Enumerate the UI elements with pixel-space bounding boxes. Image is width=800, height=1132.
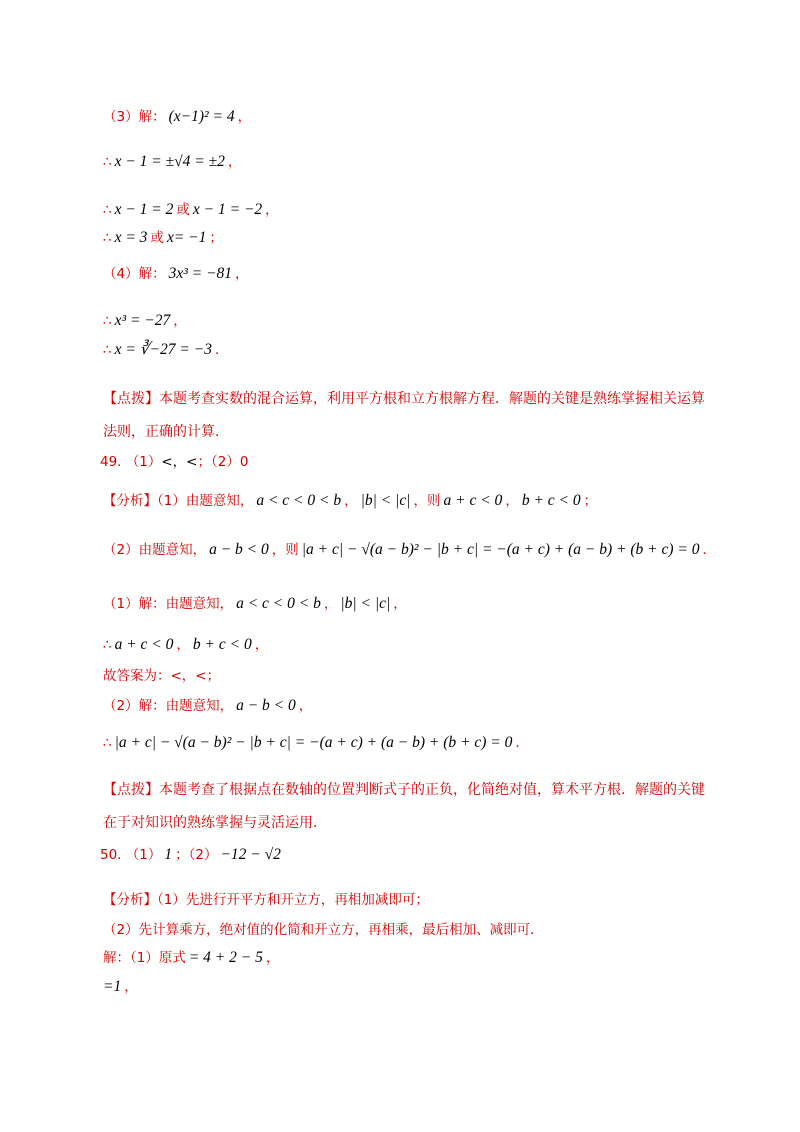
punct: ； — [209, 230, 223, 246]
solution-math: |b| < |c| — [340, 595, 391, 612]
punct: ， — [254, 637, 269, 653]
punct: ， — [393, 596, 407, 612]
solution-math: b + c < 0 — [192, 636, 252, 653]
or-word: 或 — [150, 230, 164, 246]
solution-49-s5 — [103, 733, 529, 753]
punct: ， — [265, 202, 279, 218]
solution-math: =1 — [103, 978, 122, 995]
analysis-text: ，则 — [413, 493, 441, 509]
therefore-symbol: ∴ — [103, 637, 112, 653]
punct: ， — [124, 979, 138, 995]
punct: ． — [702, 542, 716, 558]
punct: ； — [197, 454, 211, 470]
punct: ． — [515, 735, 529, 751]
solution-math: a < c < 0 < b — [236, 595, 321, 612]
punct: ， — [173, 313, 187, 329]
punct: ， — [176, 637, 190, 653]
analysis-50-p1 — [103, 890, 429, 910]
tip-tag: 【点拨】 — [103, 782, 159, 798]
answer-a-value: 1 — [164, 846, 173, 863]
analysis-text: ，则 — [271, 542, 299, 558]
solution-49-s1 — [103, 594, 407, 614]
solution-math: a − b < 0 — [236, 697, 296, 714]
cube-step-math: x³ = −27 — [114, 312, 171, 329]
line-solutions — [103, 228, 223, 248]
punct: ． — [214, 342, 229, 358]
punct: ， — [323, 596, 338, 612]
solution-math: a + c < 0 — [114, 636, 174, 653]
solution-text: 解：（1）原式 — [103, 950, 186, 966]
question-50-answer — [100, 845, 284, 865]
analysis-tag: 【分析】 — [103, 892, 157, 908]
solution-49-s4 — [103, 696, 312, 716]
punct: ， — [505, 493, 519, 509]
analysis-tag: 【分析】 — [103, 493, 157, 509]
analysis-math: b + c < 0 — [521, 492, 581, 509]
tip-text: 本题考查了根据点在数轴的位置判断式子的正负，化简绝对值，算术平方根．解题的关键在于对知识的熟练掌握与灵活运用． — [103, 782, 705, 831]
or-word: 或 — [176, 202, 190, 218]
line-cube-root — [103, 340, 228, 360]
therefore-symbol: ∴ — [103, 342, 112, 358]
analysis-49-p1 — [103, 491, 597, 511]
answer-a-label: （1） — [125, 847, 162, 863]
solution-49-s3 — [103, 666, 220, 686]
solution-math: |a + c| − √(a − b)² − |b + c| = −(a + c) + (a − b) + (b + c) = 0 — [114, 734, 513, 751]
answer-b-label: （2） — [211, 454, 240, 470]
analysis-math: |a + c| − √(a − b)² − |b + c| = −(a + c) + (a − b) + (b + c) = 0 — [301, 541, 700, 558]
tip-paragraph-1 — [103, 383, 718, 449]
punct: ， — [235, 266, 249, 282]
sqrt-step-math: x − 1 = ±√4 = ±2 — [114, 153, 225, 170]
solution-text: （1）解：由题意知， — [103, 596, 234, 612]
analysis-text: （2）先计算乘方，绝对值的化简和开立方，再相乘，最后相加、减即可． — [103, 922, 544, 938]
punct: ； — [175, 847, 189, 863]
therefore-symbol: ∴ — [103, 313, 112, 329]
therefore-symbol: ∴ — [103, 230, 112, 246]
therefore-symbol: ∴ — [103, 735, 112, 751]
punct: ； — [583, 493, 598, 509]
analysis-text: （1）由题意知， — [157, 493, 254, 509]
analysis-49-p2 — [103, 540, 716, 560]
tip-text: 本题考查实数的混合运算，利用平方根和立方根解方程．解题的关键是熟练掌握相关运算法则，正确的计算． — [103, 391, 705, 440]
line-part4-equation — [103, 264, 249, 284]
answer-a-label: （1） — [125, 454, 162, 470]
answer-b-value: 0 — [239, 454, 249, 470]
analysis-50-p2 — [103, 920, 544, 940]
solution-text: 故答案为：<，<； — [103, 668, 221, 684]
cube-root-math: x = ∛−27 = −3 — [114, 341, 212, 358]
solution-49-s2 — [103, 635, 268, 655]
solution-50-s1 — [103, 948, 279, 968]
line-two-cases — [103, 200, 279, 220]
punct: ， — [298, 698, 313, 714]
question-49-answer — [100, 452, 248, 472]
tip-paragraph-2 — [103, 774, 718, 840]
solution-b-math: x= −1 — [166, 229, 207, 246]
analysis-math: |b| < |c| — [360, 492, 411, 509]
punct: ， — [265, 950, 280, 966]
case-b-math: x − 1 = −2 — [192, 201, 263, 218]
solution-text: （2）解：由题意知， — [103, 698, 234, 714]
therefore-symbol: ∴ — [103, 202, 112, 218]
analysis-math: a + c < 0 — [443, 492, 503, 509]
solution-a-math: x = 3 — [114, 229, 148, 246]
part4-math: 3x³ = −81 — [168, 265, 233, 282]
case-a-math: x − 1 = 2 — [114, 201, 174, 218]
punct: ， — [227, 154, 242, 170]
tip-tag: 【点拨】 — [103, 391, 159, 407]
analysis-math: a − b < 0 — [209, 541, 269, 558]
analysis-text: （1）先进行开平方和开立方，再相加减即可； — [157, 892, 429, 908]
solution-math: = 4 + 2 − 5 — [188, 949, 263, 966]
answer-b-value: −12 − √2 — [220, 846, 281, 863]
punct: ， — [237, 109, 252, 125]
line-sqrt-step — [103, 152, 241, 172]
question-number: 50. — [100, 847, 122, 863]
therefore-symbol: ∴ — [103, 154, 112, 170]
line-cube-step — [103, 311, 187, 331]
part3-label: （3）解： — [103, 109, 166, 125]
part3-math: (x−1)² = 4 — [168, 108, 235, 125]
analysis-math: a < c < 0 < b — [256, 492, 342, 509]
punct: ， — [344, 493, 358, 509]
answer-b-label: （2） — [188, 847, 218, 863]
part4-label: （4）解： — [103, 266, 166, 282]
solution-50-s2 — [103, 977, 138, 997]
analysis-text: （2）由题意知， — [103, 542, 207, 558]
question-number: 49. — [100, 454, 122, 470]
line-part3-equation — [103, 107, 251, 127]
answer-a-value: <，< — [161, 454, 198, 470]
